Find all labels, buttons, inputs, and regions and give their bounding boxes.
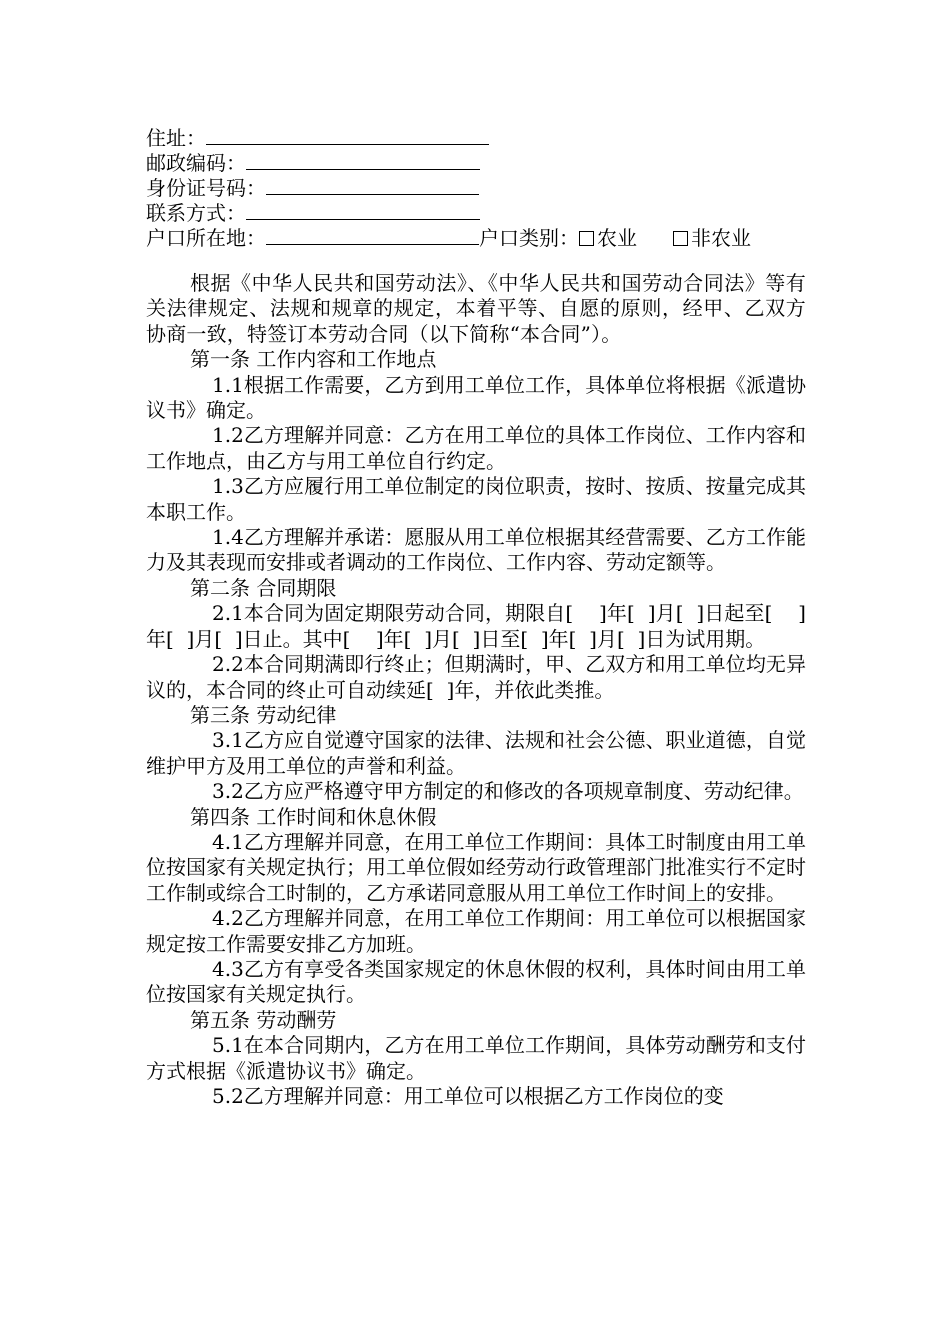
clause-5-1: 5.1在本合同期内，乙方在用工单位工作期间，具体劳动酬劳和支付方式根据《派遣协议书》确定。 — [146, 1033, 806, 1083]
checkbox-agricultural[interactable] — [579, 231, 594, 246]
clause-1-3: 1.3乙方应履行用工单位制定的岗位职责，按时、按质、按量完成其本职工作。 — [146, 474, 806, 524]
clause-1-1: 1.1根据工作需要，乙方到用工单位工作，具体单位将根据《派遣协议书》确定。 — [146, 372, 806, 423]
article-5-title: 第五条 劳动酬劳 — [190, 1007, 337, 1032]
contact-blank[interactable] — [246, 200, 480, 220]
contract-body — [146, 271, 806, 1109]
id-number-blank[interactable] — [266, 175, 479, 195]
hukou-location-field — [146, 225, 751, 251]
preamble-paragraph: 根据《中华人民共和国劳动法》、《中华人民共和国劳动合同法》等有关法律规定、法规和规章的规定，本着平等、自愿的原则，经甲、乙双方协商一致，特签订本劳动合同（以下简称“本合同”）。 — [146, 271, 806, 346]
clause-2-2: 2.2本合同期满即行终止；但期满时，甲、乙双方和用工单位均无异议的，本合同的终止可自动续延[ ]年，并依此类推。 — [146, 652, 806, 702]
hukou-type-label: 户口类别： — [479, 226, 579, 250]
clause-3-2: 3.2乙方应严格遵守甲方制定的和修改的各项规章制度、劳动纪律。 — [212, 779, 804, 804]
checkbox-non-agricultural[interactable] — [673, 231, 688, 246]
clause-3-1: 3.1乙方应自觉遵守国家的法律、法规和社会公德、职业道德，自觉维护甲方及用工单位的声誉和利益。 — [146, 728, 806, 778]
clause-1-4: 1.4乙方理解并承诺：愿服从用工单位根据其经营需要、乙方工作能力及其表现而安排或者调动的工作岗位、工作内容、劳动定额等。 — [146, 525, 806, 575]
article-3-title: 第三条 劳动纪律 — [190, 702, 337, 727]
clause-5-2: 5.2乙方理解并同意：用工单位可以根据乙方工作岗位的变 — [212, 1084, 724, 1108]
agricultural-label: 农业 — [597, 226, 637, 250]
article-4-title: 第四条 工作时间和休息休假 — [190, 804, 437, 829]
clause-1-2: 1.2乙方理解并同意：乙方在用工单位的具体工作岗位、工作内容和工作地点，由乙方与用工单位自行约定。 — [146, 423, 806, 473]
hukou-location-blank[interactable] — [266, 225, 479, 245]
postcode-field — [146, 150, 480, 176]
address-blank[interactable] — [206, 125, 489, 145]
id-number-label: 身份证号码： — [146, 176, 266, 200]
id-number-field — [146, 175, 479, 201]
non-agricultural-label: 非农业 — [691, 226, 751, 250]
address-label: 住址： — [146, 126, 206, 150]
contact-label: 联系方式： — [146, 201, 246, 225]
clause-4-2: 4.2乙方理解并同意，在用工单位工作期间：用工单位可以根据国家规定按工作需要安排乙方加班。 — [146, 906, 806, 956]
article-2-title: 第二条 合同期限 — [190, 575, 337, 600]
clause-4-3: 4.3乙方有享受各类国家规定的休息休假的权利，具体时间由用工单位按国家有关规定执行。 — [146, 956, 806, 1007]
contact-field — [146, 200, 480, 226]
postcode-label: 邮政编码： — [146, 151, 246, 175]
postcode-blank[interactable] — [246, 150, 480, 170]
clause-4-1: 4.1乙方理解并同意，在用工单位工作期间：具体工时制度由用工单位按国家有关规定执行；用工单位假如经劳动行政管理部门批准实行不定时工作制或综合工时制的，乙方承诺同意服从用工单位工作时间上的安排。 — [146, 829, 806, 905]
clause-2-1: 2.1本合同为固定期限劳动合同，期限自[ ]年[ ]月[ ]日起至[ ]年[ ]月[ ]日止。其中[ ]年[ ]月[ ]日至[ ]年[ ]月[ ]日为试用期。 — [146, 601, 806, 651]
address-field — [146, 125, 489, 151]
hukou-location-label: 户口所在地： — [146, 226, 266, 250]
article-1-title: 第一条 工作内容和工作地点 — [190, 347, 437, 372]
